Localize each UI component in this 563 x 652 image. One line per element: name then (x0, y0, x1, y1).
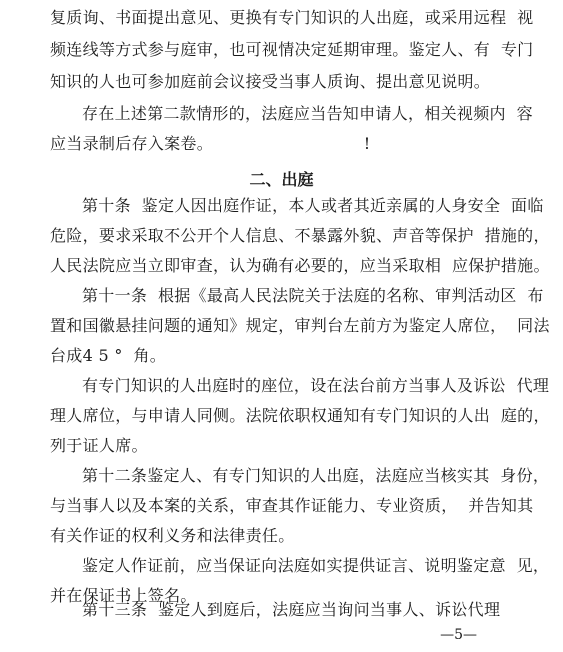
text-line: 复质询、书面提出意见、更换有专门知识的人出庭，或采用远程 视 (50, 8, 534, 27)
text-line: 列于证人席。 (50, 436, 148, 455)
text-line: 第十一条 根据《最高人民法院关于法庭的名称、审判活动区 布 (82, 286, 544, 305)
text-line: 鉴定人作证前，应当保证向法庭如实提供证言、说明鉴定意 见， (82, 556, 550, 575)
text-line: 置和国徽悬挂问题的通知》规定，审判台左前方为鉴定人席位， 同法 (50, 316, 550, 335)
text-line: 存在上述第二款情形的，法庭应当告知申请人，相关视频内 容 (82, 104, 533, 123)
text-line: 频连线等方式参与庭审，也可视情决定延期审理。鉴定人、有 专门 (50, 40, 534, 59)
text-line: 第十条 鉴定人因出庭作证，本人或者其近亲属的人身安全 面临 (82, 196, 544, 215)
text-line: 有关作证的权利义务和法律责任。 (50, 526, 295, 545)
text-line: 第十三条 鉴定人到庭后，法庭应当询问当事人、诉讼代理 (82, 600, 501, 619)
text-line: 应当录制后存入案卷。 ! (50, 134, 371, 153)
text-line: 第十二条鉴定人、有专门知识的人出庭，法庭应当核实其 身份， (82, 466, 550, 485)
page-number: —5— (440, 627, 477, 643)
text-line: 理人席位，与申请人同侧。法院依职权通知有专门知识的人出 庭的， (50, 406, 550, 425)
text-line: 与当事人以及本案的关系，审查其作证能力、专业资质， 并告知其 (50, 496, 534, 515)
text-line: 知识的人也可参加庭前会议接受当事人质询、提出意见说明。 (50, 72, 491, 91)
text-line: 并在保证书上签名。 (50, 586, 197, 605)
section-heading: 二、出庭 (249, 170, 314, 189)
text-line: 危险，要求采取不公开个人信息、不暴露外貌、声音等保护 措施的， (50, 226, 550, 245)
text-line: 有专门知识的人出庭时的座位，设在法台前方当事人及诉讼 代理 (82, 376, 550, 395)
text-line: 人民法院应当立即审查，认为确有必要的，应当采取相 应保护措施。 (50, 256, 550, 275)
text-line: 台成4 5 ° 角。 (50, 346, 167, 365)
